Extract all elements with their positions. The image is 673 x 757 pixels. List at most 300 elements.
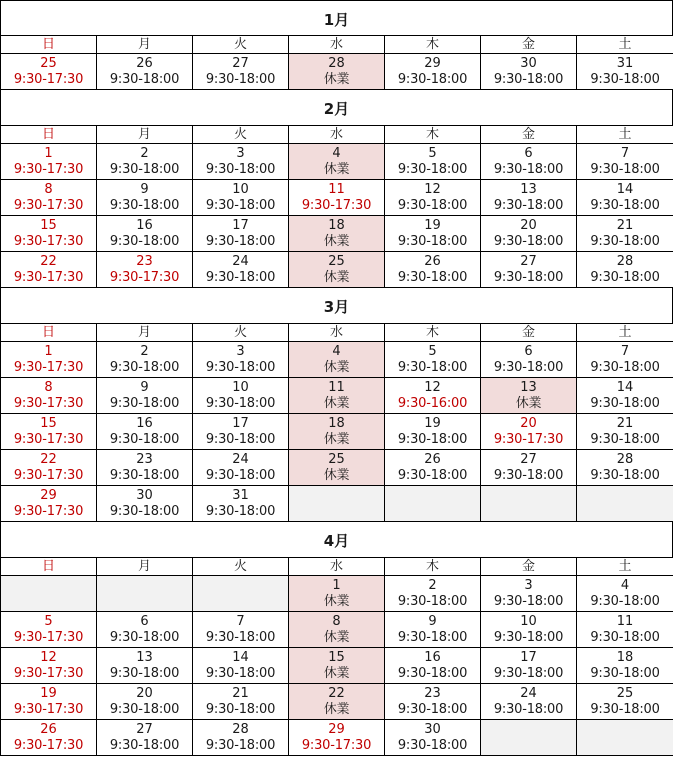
closed-label: 休業 (323, 665, 350, 681)
business-hours: 9:30-18:00 (397, 359, 468, 375)
business-hours: 9:30-18:00 (590, 161, 660, 177)
day-cell (193, 216, 289, 252)
weekday-header: 木 (385, 324, 481, 342)
weekday-header: 月 (97, 126, 193, 144)
business-hours: 9:30-18:00 (205, 467, 276, 483)
day-number: 30 (520, 55, 537, 71)
day-cell (97, 252, 193, 288)
day-number: 22 (40, 451, 57, 467)
day-number: 1 (44, 145, 53, 161)
day-cell (385, 252, 481, 288)
day-number: 21 (232, 685, 249, 701)
day-cell (1, 180, 97, 216)
day-cell (481, 54, 577, 90)
week-row (1, 648, 673, 684)
closed-day-cell (289, 684, 385, 720)
closed-day-cell (289, 216, 385, 252)
business-hours: 9:30-17:30 (13, 269, 84, 285)
day-cell (97, 342, 193, 378)
day-cell (481, 342, 577, 378)
day-number: 6 (140, 613, 149, 629)
day-cell (481, 612, 577, 648)
business-hours: 9:30-18:00 (590, 629, 660, 645)
business-hours: 9:30-18:00 (109, 431, 180, 447)
day-number: 7 (620, 145, 630, 161)
business-hours: 9:30-17:30 (13, 467, 84, 483)
day-cell (577, 414, 673, 450)
week-row (1, 144, 673, 180)
month-grid (0, 557, 673, 756)
day-number: 19 (424, 217, 441, 233)
weekday-header: 木 (385, 36, 481, 54)
day-number: 29 (328, 721, 345, 737)
business-hours: 9:30-18:00 (205, 269, 276, 285)
day-number: 19 (424, 415, 441, 431)
business-hours: 9:30-18:00 (397, 665, 468, 681)
day-cell (385, 378, 481, 414)
closed-label: 休業 (323, 233, 350, 249)
business-hours: 9:30-18:00 (493, 269, 564, 285)
day-number: 23 (424, 685, 441, 701)
day-cell (193, 648, 289, 684)
day-number: 11 (616, 613, 634, 629)
day-cell (577, 378, 673, 414)
day-cell (577, 54, 673, 90)
business-hours: 9:30-17:30 (13, 431, 84, 447)
day-number: 16 (136, 415, 153, 431)
day-cell (385, 576, 481, 612)
empty-cell (97, 576, 193, 612)
business-hours: 9:30-18:00 (397, 197, 468, 213)
business-hours: 9:30-18:00 (109, 395, 180, 411)
weekday-header: 水 (289, 126, 385, 144)
business-hours: 9:30-18:00 (493, 467, 564, 483)
day-cell (577, 684, 673, 720)
day-number: 2 (140, 145, 149, 161)
day-cell (577, 342, 673, 378)
day-number: 27 (520, 451, 537, 467)
weekday-header: 月 (97, 36, 193, 54)
day-cell (97, 180, 193, 216)
day-cell (577, 180, 673, 216)
empty-cell (193, 576, 289, 612)
month-grid (0, 323, 673, 522)
day-cell (1, 684, 97, 720)
business-hours: 9:30-18:00 (205, 503, 276, 519)
business-hours: 9:30-18:00 (590, 593, 660, 609)
business-hours: 9:30-17:30 (13, 395, 84, 411)
day-number: 27 (232, 55, 249, 71)
month-title: 4月 (0, 522, 673, 557)
day-cell (385, 216, 481, 252)
day-number: 22 (40, 253, 57, 269)
day-cell (481, 216, 577, 252)
closed-day-cell (289, 378, 385, 414)
month-grid (0, 35, 673, 90)
business-hours: 9:30-18:00 (590, 431, 660, 447)
day-number: 29 (40, 487, 57, 503)
weekday-header: 金 (481, 324, 577, 342)
day-cell (193, 486, 289, 522)
weekday-header: 日 (1, 126, 97, 144)
closed-label: 休業 (323, 629, 350, 645)
day-number: 31 (616, 55, 634, 71)
day-number: 17 (232, 217, 249, 233)
empty-cell (481, 486, 577, 522)
weekday-header: 土 (577, 36, 673, 54)
day-cell (577, 450, 673, 486)
business-hours: 9:30-18:00 (109, 503, 180, 519)
day-number: 25 (40, 55, 57, 71)
week-row (1, 450, 673, 486)
month-grid (0, 125, 673, 288)
day-cell (577, 144, 673, 180)
week-row (1, 720, 673, 756)
day-cell (385, 144, 481, 180)
day-number: 28 (616, 253, 634, 269)
day-number: 11 (328, 181, 345, 197)
closed-label: 休業 (323, 71, 350, 87)
day-number: 14 (616, 181, 634, 197)
weekday-header: 火 (193, 324, 289, 342)
day-number: 12 (424, 379, 441, 395)
day-cell (193, 342, 289, 378)
business-hours: 9:30-18:00 (397, 737, 468, 753)
weekday-header: 火 (193, 126, 289, 144)
business-hours: 9:30-18:00 (590, 467, 660, 483)
weekday-header: 火 (193, 36, 289, 54)
day-number: 15 (40, 217, 57, 233)
day-number: 6 (524, 145, 533, 161)
week-row (1, 378, 673, 414)
day-cell (481, 414, 577, 450)
day-number: 9 (140, 181, 149, 197)
business-hours: 9:30-17:30 (13, 737, 84, 753)
business-hours: 9:30-18:00 (493, 233, 564, 249)
day-cell (1, 612, 97, 648)
day-number: 26 (424, 253, 441, 269)
day-cell (97, 414, 193, 450)
week-row (1, 54, 673, 90)
day-cell (385, 414, 481, 450)
weekday-header: 金 (481, 558, 577, 576)
empty-cell (577, 720, 673, 756)
month-title: 3月 (0, 288, 673, 323)
weekday-header-row (1, 36, 673, 54)
day-number: 24 (232, 253, 249, 269)
day-cell (385, 612, 481, 648)
day-cell (97, 450, 193, 486)
day-cell (385, 684, 481, 720)
business-hours: 9:30-17:30 (13, 629, 84, 645)
business-hours: 9:30-17:30 (301, 197, 372, 213)
empty-cell (1, 576, 97, 612)
day-number: 31 (232, 487, 249, 503)
business-hours: 9:30-17:30 (13, 71, 84, 87)
business-hours: 9:30-18:00 (109, 629, 180, 645)
business-hours: 9:30-18:00 (205, 71, 276, 87)
day-number: 10 (232, 379, 249, 395)
business-hours: 9:30-18:00 (109, 701, 180, 717)
day-number: 25 (328, 253, 345, 269)
day-cell (481, 180, 577, 216)
day-cell (577, 612, 673, 648)
day-cell (1, 486, 97, 522)
day-cell (97, 612, 193, 648)
day-number: 4 (620, 577, 630, 593)
day-number: 27 (136, 721, 153, 737)
week-row (1, 486, 673, 522)
day-cell (193, 144, 289, 180)
business-hours: 9:30-17:30 (13, 503, 84, 519)
day-number: 5 (428, 145, 437, 161)
month-title: 1月 (0, 0, 673, 35)
day-number: 21 (616, 217, 634, 233)
day-cell (193, 252, 289, 288)
day-number: 19 (40, 685, 57, 701)
day-cell (193, 612, 289, 648)
empty-cell (385, 486, 481, 522)
day-number: 2 (140, 343, 149, 359)
business-hours: 9:30-18:00 (590, 233, 660, 249)
day-cell (97, 144, 193, 180)
day-cell (97, 684, 193, 720)
business-hours: 9:30-18:00 (109, 665, 180, 681)
closed-day-cell (289, 342, 385, 378)
business-hours: 9:30-18:00 (493, 359, 564, 375)
day-cell (193, 720, 289, 756)
day-cell (577, 216, 673, 252)
closed-day-cell (289, 648, 385, 684)
business-hours: 9:30-17:30 (13, 701, 84, 717)
business-hours: 9:30-18:00 (109, 359, 180, 375)
day-cell (1, 648, 97, 684)
day-cell (97, 486, 193, 522)
day-cell (385, 342, 481, 378)
day-number: 28 (616, 451, 634, 467)
day-number: 4 (332, 145, 341, 161)
day-number: 7 (236, 613, 245, 629)
day-number: 21 (616, 415, 634, 431)
weekday-header: 日 (1, 558, 97, 576)
day-cell (481, 684, 577, 720)
business-hours: 9:30-18:00 (397, 71, 468, 87)
day-cell (1, 450, 97, 486)
business-hours: 9:30-17:30 (13, 359, 84, 375)
business-hours: 9:30-17:30 (493, 431, 564, 447)
closed-label: 休業 (323, 431, 350, 447)
day-number: 20 (520, 415, 537, 431)
weekday-header-row (1, 324, 673, 342)
empty-cell (577, 486, 673, 522)
business-hours: 9:30-18:00 (109, 233, 180, 249)
business-hours: 9:30-18:00 (493, 197, 564, 213)
business-hours: 9:30-18:00 (493, 665, 564, 681)
business-hours: 9:30-18:00 (493, 629, 564, 645)
business-hours: 9:30-17:30 (301, 737, 372, 753)
day-number: 3 (524, 577, 533, 593)
week-row (1, 414, 673, 450)
weekday-header: 日 (1, 324, 97, 342)
day-cell (193, 450, 289, 486)
business-hours: 9:30-18:00 (590, 71, 660, 87)
business-hours: 9:30-17:30 (13, 161, 84, 177)
day-cell (1, 54, 97, 90)
day-number: 4 (332, 343, 341, 359)
week-row (1, 180, 673, 216)
day-cell (481, 252, 577, 288)
business-hours: 9:30-18:00 (590, 269, 660, 285)
business-hours: 9:30-18:00 (109, 197, 180, 213)
day-number: 18 (328, 415, 345, 431)
weekday-header: 金 (481, 126, 577, 144)
closed-label: 休業 (323, 161, 350, 177)
empty-cell (289, 486, 385, 522)
business-hours: 9:30-18:00 (205, 161, 276, 177)
business-hours: 9:30-18:00 (590, 665, 660, 681)
day-number: 30 (424, 721, 441, 737)
week-row (1, 576, 673, 612)
weekday-header: 水 (289, 324, 385, 342)
day-number: 26 (136, 55, 153, 71)
day-cell (193, 54, 289, 90)
day-number: 22 (328, 685, 345, 701)
business-hours: 9:30-18:00 (205, 737, 276, 753)
day-number: 16 (424, 649, 441, 665)
day-cell (97, 216, 193, 252)
business-hours: 9:30-18:00 (493, 161, 564, 177)
weekday-header: 土 (577, 558, 673, 576)
day-number: 16 (136, 217, 153, 233)
business-hours: 9:30-18:00 (590, 395, 660, 411)
weekday-header-row (1, 558, 673, 576)
day-cell (385, 180, 481, 216)
weekday-header: 月 (97, 324, 193, 342)
business-hours: 9:30-18:00 (397, 269, 468, 285)
day-cell (289, 180, 385, 216)
week-row (1, 252, 673, 288)
week-row (1, 684, 673, 720)
day-cell (1, 144, 97, 180)
business-hours: 9:30-18:00 (109, 467, 180, 483)
business-hours: 9:30-18:00 (205, 359, 276, 375)
business-hours: 9:30-18:00 (590, 701, 660, 717)
day-cell (481, 450, 577, 486)
day-number: 18 (616, 649, 634, 665)
business-hours: 9:30-18:00 (493, 701, 564, 717)
day-number: 8 (44, 181, 53, 197)
day-number: 13 (136, 649, 153, 665)
weekday-header: 土 (577, 126, 673, 144)
day-number: 17 (232, 415, 249, 431)
business-hours: 9:30-17:30 (13, 233, 84, 249)
day-cell (1, 252, 97, 288)
day-number: 30 (136, 487, 153, 503)
weekday-header: 土 (577, 324, 673, 342)
day-number: 12 (40, 649, 57, 665)
closed-label: 休業 (323, 593, 350, 609)
day-number: 8 (332, 613, 341, 629)
day-number: 24 (520, 685, 537, 701)
day-cell (97, 648, 193, 684)
day-cell (97, 720, 193, 756)
day-number: 10 (232, 181, 249, 197)
day-cell (385, 720, 481, 756)
closed-label: 休業 (323, 269, 350, 285)
business-hours: 9:30-18:00 (397, 629, 468, 645)
day-number: 13 (520, 181, 537, 197)
business-hours: 9:30-18:00 (493, 71, 564, 87)
weekday-header: 月 (97, 558, 193, 576)
day-cell (193, 414, 289, 450)
day-number: 20 (136, 685, 153, 701)
business-hours: 9:30-18:00 (109, 161, 180, 177)
day-cell (385, 54, 481, 90)
weekday-header: 木 (385, 126, 481, 144)
weekday-header: 日 (1, 36, 97, 54)
day-number: 12 (424, 181, 441, 197)
business-hours: 9:30-18:00 (205, 701, 276, 717)
empty-cell (481, 720, 577, 756)
day-number: 24 (232, 451, 249, 467)
day-number: 26 (40, 721, 57, 737)
day-number: 29 (424, 55, 441, 71)
day-cell (481, 648, 577, 684)
business-hours: 9:30-18:00 (590, 197, 660, 213)
business-hours: 9:30-18:00 (397, 431, 468, 447)
day-number: 5 (44, 613, 53, 629)
business-hours: 9:30-18:00 (205, 431, 276, 447)
day-number: 15 (40, 415, 57, 431)
day-number: 2 (428, 577, 437, 593)
day-number: 11 (328, 379, 345, 395)
closed-day-cell (289, 576, 385, 612)
day-number: 3 (236, 343, 245, 359)
day-cell (97, 378, 193, 414)
day-number: 23 (136, 253, 153, 269)
business-hours: 9:30-18:00 (397, 701, 468, 717)
day-number: 6 (524, 343, 533, 359)
day-cell (577, 576, 673, 612)
day-cell (577, 648, 673, 684)
day-number: 14 (616, 379, 634, 395)
day-cell (289, 720, 385, 756)
business-hours: 9:30-18:00 (205, 665, 276, 681)
closed-day-cell (289, 414, 385, 450)
business-hours: 9:30-17:30 (13, 197, 84, 213)
business-hours: 9:30-16:00 (397, 395, 468, 411)
day-number: 18 (328, 217, 345, 233)
day-cell (481, 576, 577, 612)
week-row (1, 216, 673, 252)
day-cell (385, 450, 481, 486)
closed-label: 休業 (323, 467, 350, 483)
day-cell (1, 342, 97, 378)
day-number: 1 (332, 577, 341, 593)
closed-day-cell (289, 450, 385, 486)
business-hours: 9:30-18:00 (590, 359, 660, 375)
closed-day-cell (481, 378, 577, 414)
day-number: 20 (520, 217, 537, 233)
business-hours: 9:30-18:00 (205, 629, 276, 645)
day-number: 5 (428, 343, 437, 359)
day-number: 25 (328, 451, 345, 467)
weekday-header-row (1, 126, 673, 144)
day-cell (193, 180, 289, 216)
day-number: 3 (236, 145, 245, 161)
closed-day-cell (289, 612, 385, 648)
business-hours: 9:30-18:00 (109, 737, 180, 753)
